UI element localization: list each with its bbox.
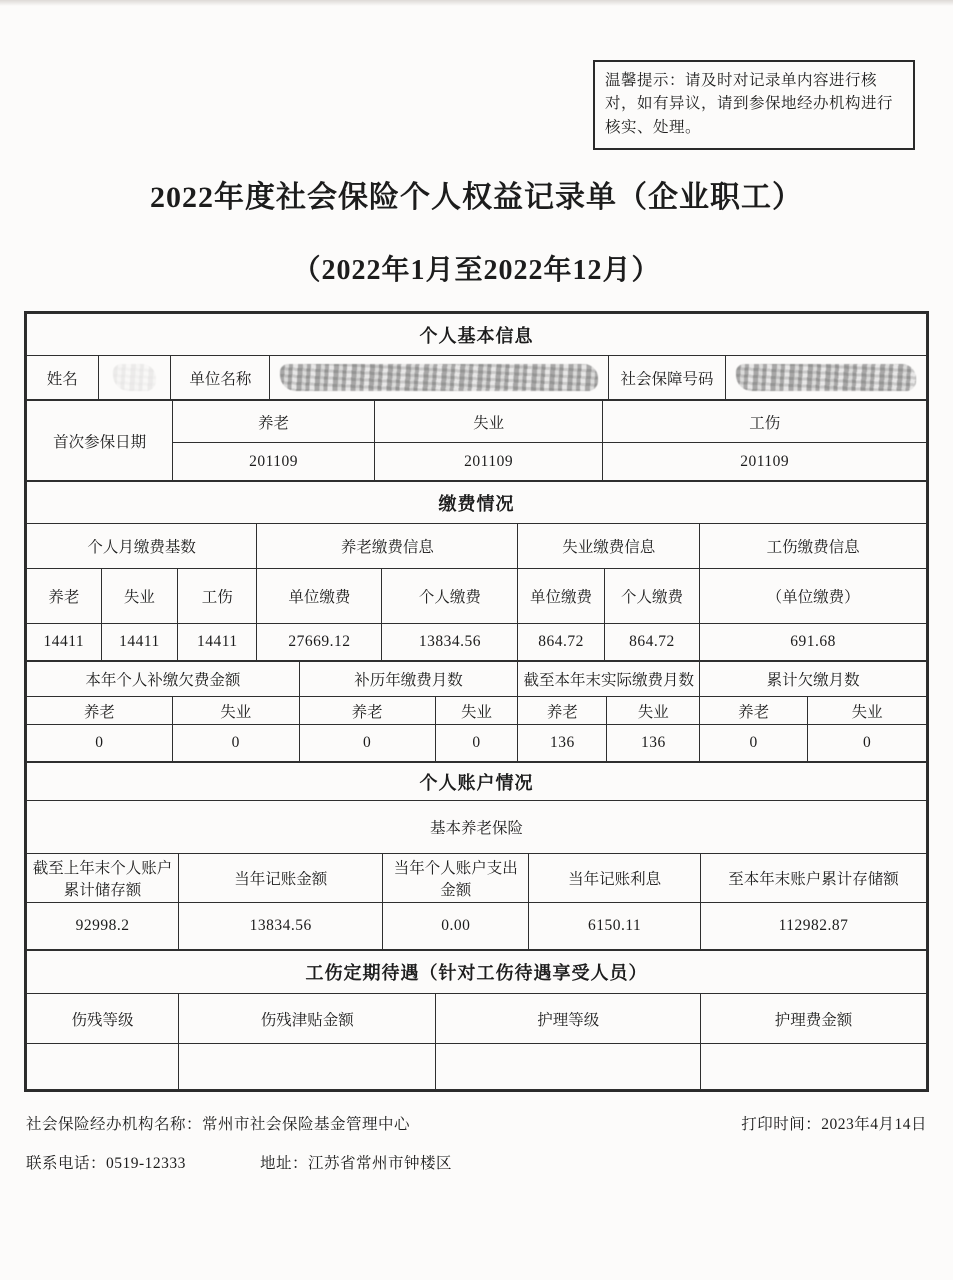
table-row <box>27 994 927 1044</box>
print-time-line <box>741 1112 927 1134</box>
group-header-unemployment: 失业缴费信息 <box>518 524 700 569</box>
section-header-contribution: 缴费情况 <box>27 482 927 524</box>
print-time-value: 2023年4月14日 <box>821 1116 927 1133</box>
redacted-employer-value <box>280 364 597 391</box>
address-label: 地址： <box>260 1155 309 1172</box>
insurance-type-header: 养老 <box>173 401 375 443</box>
page-subtitle: （2022年1月至2022年12月） <box>292 255 661 286</box>
table-row <box>27 401 927 443</box>
contribution-value: 14411 <box>178 624 257 661</box>
group-header-pension: 养老缴费信息 <box>257 524 518 569</box>
table-row <box>27 314 927 356</box>
ssn-value-cell <box>726 356 927 400</box>
column-header: 护理费金额 <box>701 994 927 1044</box>
agency-label: 社会保险经办机构名称： <box>26 1116 203 1133</box>
section-header-basic-info: 个人基本信息 <box>27 314 927 356</box>
contribution-value: 14411 <box>101 624 178 661</box>
months-value: 0 <box>808 725 927 762</box>
document-footer <box>26 1112 927 1173</box>
account-value: 92998.2 <box>27 903 179 950</box>
injury-value <box>27 1044 179 1090</box>
injury-value <box>179 1044 436 1090</box>
phone-value: 0519-12333 <box>106 1155 186 1172</box>
first-enroll-label: 首次参保日期 <box>27 401 173 481</box>
table-row <box>27 903 927 950</box>
table-row <box>27 662 927 697</box>
column-header: 失业 <box>808 697 927 725</box>
address-value: 江苏省常州市钟楼区 <box>308 1155 453 1172</box>
subsection-basic-pension: 基本养老保险 <box>27 801 927 854</box>
column-header: 养老 <box>700 697 808 725</box>
injury-value <box>436 1044 701 1090</box>
section-header-personal-account: 个人账户情况 <box>27 763 927 801</box>
group-header-owed-months: 累计欠缴月数 <box>700 662 927 697</box>
account-value: 0.00 <box>383 903 529 950</box>
arrears-months-table <box>26 661 927 762</box>
first-enroll-date: 201109 <box>173 443 375 481</box>
table-row <box>27 763 927 801</box>
footer-row-2 <box>26 1151 927 1173</box>
first-enroll-date: 201109 <box>374 443 603 481</box>
phone-line <box>26 1151 260 1173</box>
column-header: 单位缴费 <box>518 569 604 624</box>
column-header: 失业 <box>172 697 299 725</box>
section-header-injury-benefit: 工伤定期待遇（针对工伤待遇享受人员） <box>27 951 927 994</box>
group-header-arrears-paid: 本年个人补缴欠费金额 <box>27 662 300 697</box>
injury-value <box>701 1044 927 1090</box>
insurance-type-header: 工伤 <box>603 401 927 443</box>
agency-line <box>26 1112 410 1134</box>
employer-label: 单位名称 <box>171 356 270 400</box>
column-header: 养老 <box>27 569 102 624</box>
group-header-actual-months: 截至本年末实际缴费月数 <box>518 662 700 697</box>
table-row <box>27 569 927 624</box>
column-header: 个人缴费 <box>604 569 699 624</box>
table-row <box>27 725 927 762</box>
account-value: 112982.87 <box>701 903 927 950</box>
table-row <box>27 624 927 661</box>
account-value: 13834.56 <box>179 903 383 950</box>
column-header: 伤残津贴金额 <box>179 994 436 1044</box>
months-value: 0 <box>27 725 173 762</box>
ssn-label: 社会保障号码 <box>608 356 725 400</box>
contribution-value: 13834.56 <box>382 624 518 661</box>
group-header-injury: 工伤缴费信息 <box>700 524 927 569</box>
column-header: 失业 <box>607 697 700 725</box>
column-header: 失业 <box>101 569 178 624</box>
account-value: 6150.11 <box>529 903 701 950</box>
scan-edge-artifact <box>0 0 953 6</box>
column-header: 单位缴费 <box>257 569 382 624</box>
group-header-monthly-base: 个人月缴费基数 <box>27 524 257 569</box>
notice-box <box>593 60 915 150</box>
first-enroll-date: 201109 <box>603 443 927 481</box>
column-header: 至本年末账户累计存储额 <box>701 854 927 903</box>
print-time-label: 打印时间： <box>741 1116 822 1133</box>
redacted-ssn-value <box>736 364 916 391</box>
months-value: 0 <box>172 725 299 762</box>
name-value-cell <box>98 356 171 400</box>
notice-text: 温馨提示：请及时对记录单内容进行核对，如有异议，请到参保地经办机构进行核实、处理。 <box>605 72 894 136</box>
basic-info-table <box>26 313 927 400</box>
contribution-table <box>26 481 927 661</box>
table-row <box>27 854 927 903</box>
months-value: 0 <box>700 725 808 762</box>
group-header-backpay-months: 补历年缴费月数 <box>299 662 518 697</box>
months-value: 0 <box>435 725 518 762</box>
injury-benefit-table <box>26 950 927 1090</box>
contribution-value: 864.72 <box>604 624 699 661</box>
column-header: （单位缴费） <box>700 569 927 624</box>
table-row <box>27 356 927 400</box>
phone-label: 联系电话： <box>26 1155 107 1172</box>
column-header: 当年个人账户支出金额 <box>383 854 529 903</box>
first-enroll-table <box>26 400 927 481</box>
address-line <box>260 1151 452 1173</box>
insurance-type-header: 失业 <box>374 401 603 443</box>
column-header: 伤残等级 <box>27 994 179 1044</box>
employer-value-cell <box>270 356 608 400</box>
page-title: 2022年度社会保险个人权益记录单（企业职工） <box>150 181 803 214</box>
personal-account-table <box>26 762 927 950</box>
contribution-value: 14411 <box>27 624 102 661</box>
contribution-value: 864.72 <box>518 624 604 661</box>
column-header: 工伤 <box>178 569 257 624</box>
table-row <box>27 951 927 994</box>
months-value: 0 <box>299 725 435 762</box>
table-row <box>27 1044 927 1090</box>
column-header: 护理等级 <box>436 994 701 1044</box>
table-row <box>27 482 927 524</box>
months-value: 136 <box>518 725 607 762</box>
table-row <box>27 801 927 854</box>
record-table <box>24 311 929 1092</box>
column-header: 个人缴费 <box>382 569 518 624</box>
table-row <box>27 524 927 569</box>
column-header: 当年记账利息 <box>529 854 701 903</box>
name-label: 姓名 <box>27 356 99 400</box>
column-header: 截至上年末个人账户累计储存额 <box>27 854 179 903</box>
column-header: 养老 <box>299 697 435 725</box>
column-header: 养老 <box>27 697 173 725</box>
agency-value: 常州市社会保险基金管理中心 <box>202 1116 411 1133</box>
contribution-value: 691.68 <box>700 624 927 661</box>
table-row <box>27 697 927 725</box>
column-header: 养老 <box>518 697 607 725</box>
column-header: 失业 <box>435 697 518 725</box>
redacted-name-value <box>113 364 157 391</box>
column-header: 当年记账金额 <box>179 854 383 903</box>
footer-row-1 <box>26 1112 927 1134</box>
contribution-value: 27669.12 <box>257 624 382 661</box>
months-value: 136 <box>607 725 700 762</box>
